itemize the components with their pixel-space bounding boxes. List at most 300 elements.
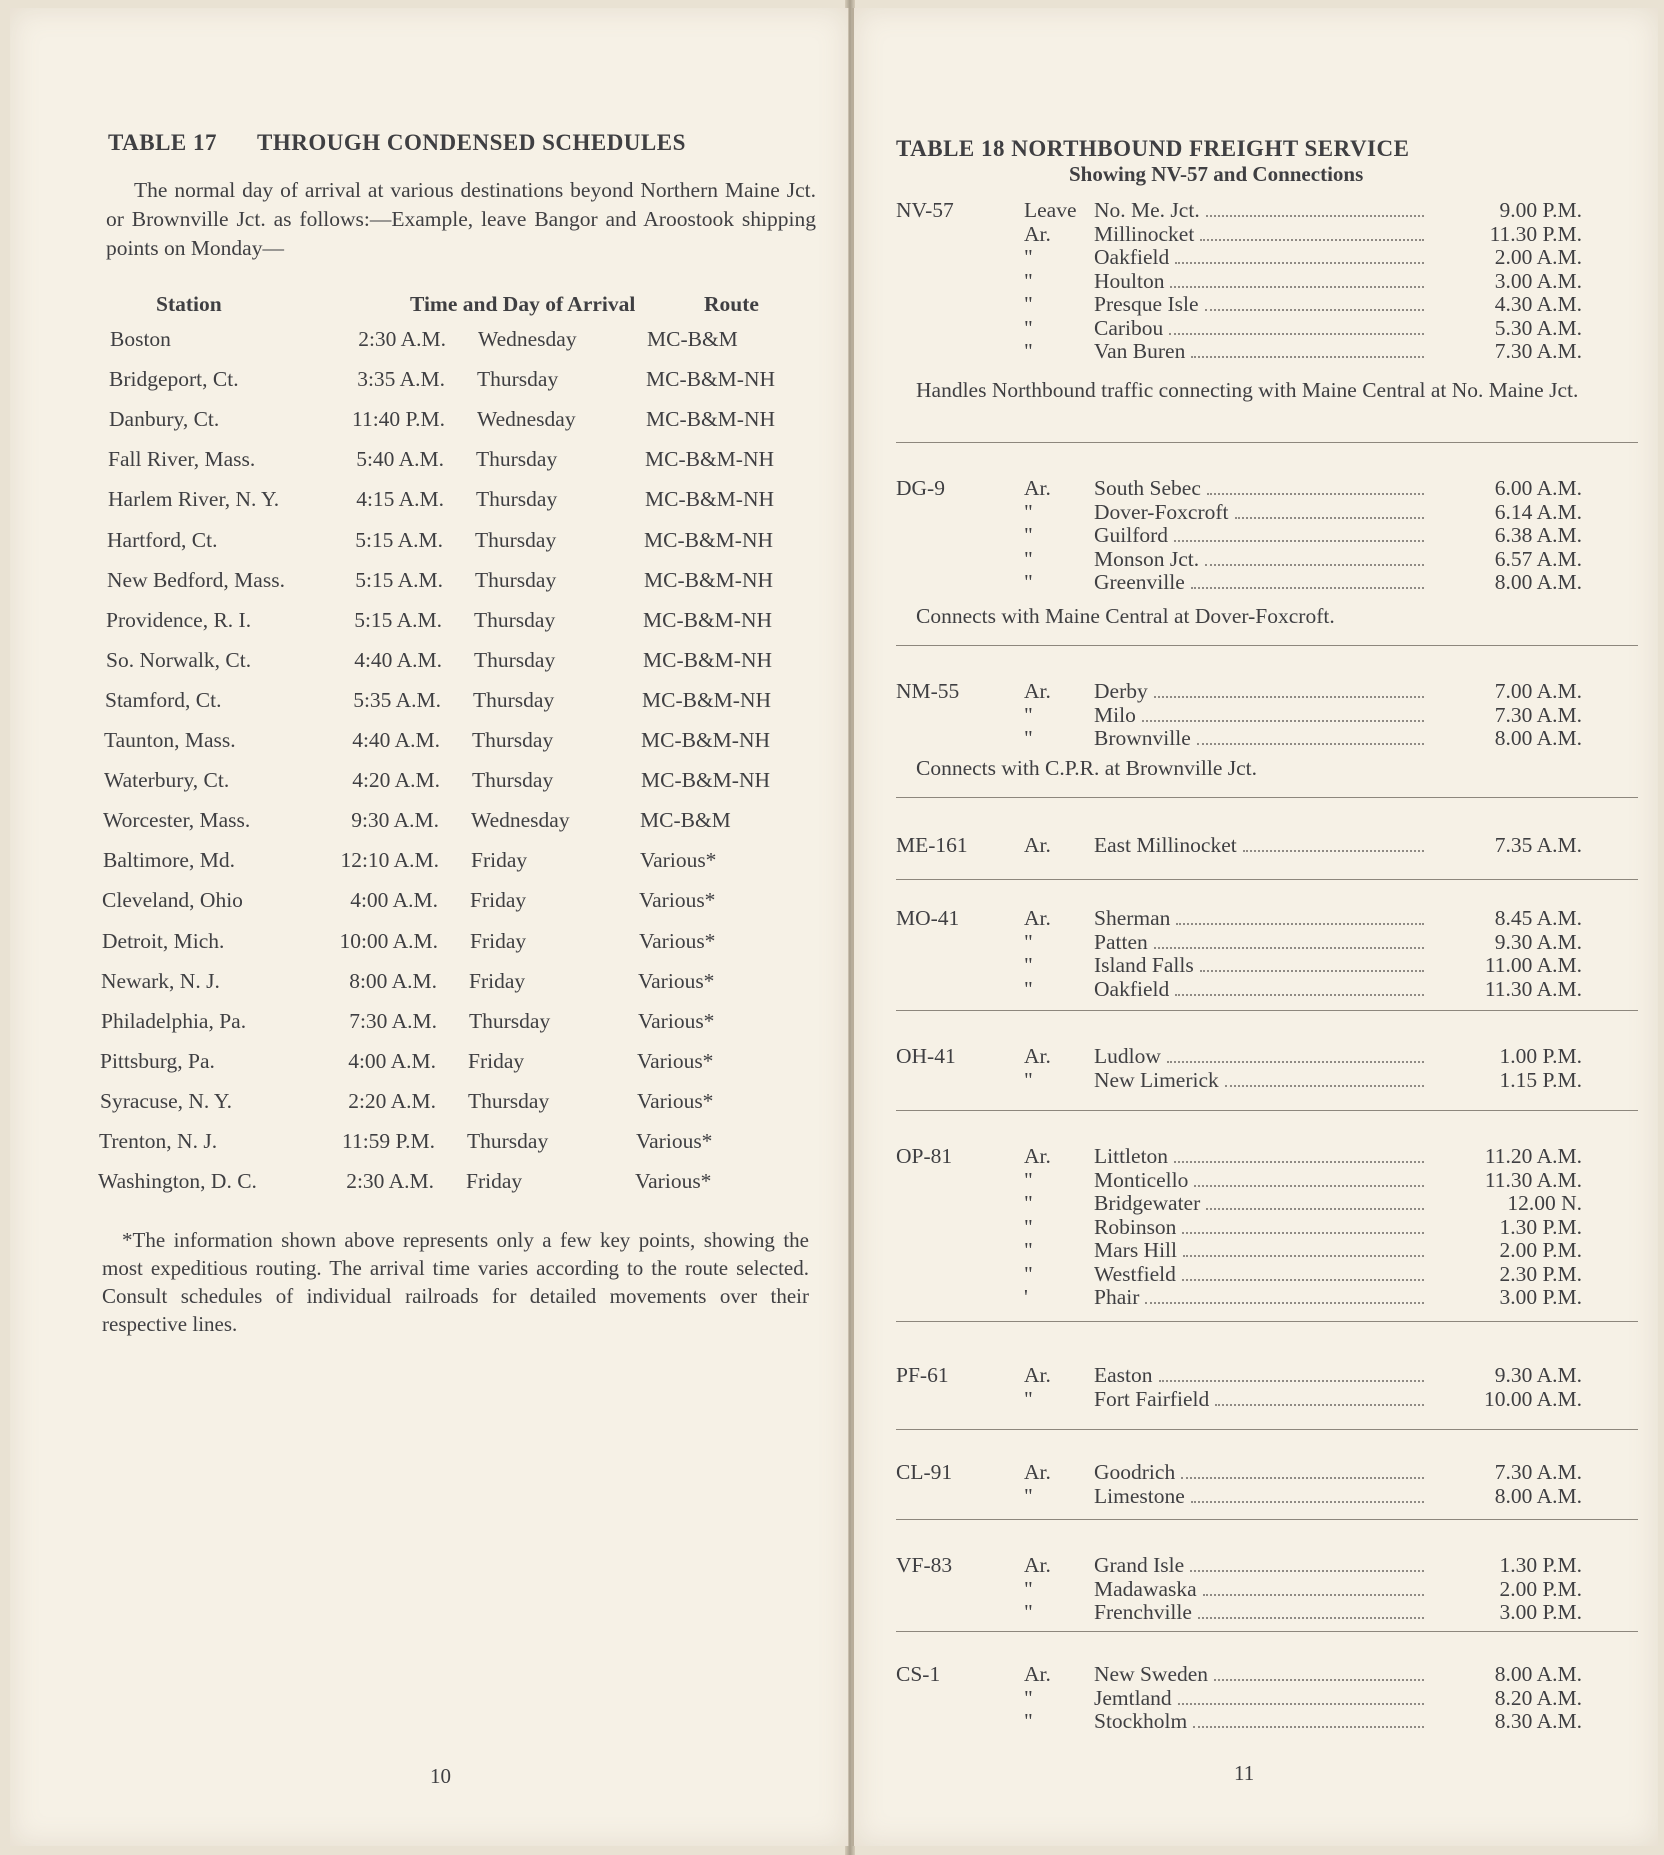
leader-dots <box>1174 523 1424 542</box>
stop-time: 6.14 A.M. <box>1494 500 1582 524</box>
arrival-time: 2:30 A.M. <box>358 327 446 351</box>
stop-station <box>1094 1577 1424 1602</box>
stop-prefix: " <box>1024 1686 1033 1710</box>
stop-station <box>1094 679 1424 704</box>
table-17-intro: The normal day of arrival at various destinations beyond Northern Maine Jct. or Brownville Jct. as follows:—Example, leave Bangor and Aroostook shipping points on Monday— <box>106 178 816 260</box>
stop-station <box>1094 1662 1424 1687</box>
stop-prefix: " <box>1024 523 1033 547</box>
leader-dots <box>1205 292 1425 311</box>
stop-row <box>854 1484 1658 1508</box>
stop-row <box>854 523 1658 547</box>
stop-time: 2.00 P.M. <box>1499 1238 1582 1262</box>
stop-station <box>1094 1215 1424 1240</box>
station-name: Fall River, Mass. <box>108 447 256 471</box>
stop-time: 8.45 A.M. <box>1494 906 1582 930</box>
arrival-time: 11:59 P.M. <box>342 1129 435 1153</box>
train-note: Handles Northbound traffic connecting with Maine Central at No. Maine Jct. <box>916 378 1579 402</box>
stop-row <box>854 339 1658 363</box>
arrival-time: 4:00 A.M. <box>350 888 438 912</box>
section-divider <box>896 645 1638 646</box>
route: MC-B&M-NH <box>645 447 775 471</box>
route: Various* <box>636 1129 713 1153</box>
arrival-time: 5:40 A.M. <box>356 447 444 471</box>
leader-dots <box>1200 953 1424 972</box>
header-station: Station <box>156 292 222 316</box>
route: MC-B&M <box>640 808 731 832</box>
stop-row <box>854 977 1658 1001</box>
stop-row <box>854 500 1658 524</box>
table-row <box>10 688 848 724</box>
stop-prefix: Ar. <box>1024 1044 1051 1068</box>
arrival-day: Friday <box>466 1169 523 1193</box>
route: MC-B&M-NH <box>641 728 771 752</box>
leader-dots <box>1191 570 1424 589</box>
leader-dots <box>1178 1686 1424 1705</box>
leader-dots <box>1167 1044 1424 1063</box>
station-name: Bridgewater <box>1094 1191 1201 1215</box>
stop-row <box>854 726 1658 750</box>
arrival-day: Thursday <box>472 768 554 792</box>
stop-station <box>1094 1553 1424 1578</box>
route: Various* <box>638 969 715 993</box>
arrival-day: Thursday <box>475 568 557 592</box>
stop-prefix: " <box>1024 1238 1033 1262</box>
stop-row <box>854 906 1658 930</box>
stop-row <box>854 930 1658 954</box>
stop-time: 7.30 A.M. <box>1494 339 1582 363</box>
stop-prefix: Ar. <box>1024 906 1051 930</box>
stop-row <box>854 1238 1658 1262</box>
stop-row <box>854 222 1658 246</box>
stop-time: 6.57 A.M. <box>1494 547 1582 571</box>
stop-prefix: " <box>1024 1262 1033 1286</box>
station-name: Washington, D. C. <box>98 1169 257 1193</box>
leader-dots <box>1191 339 1424 358</box>
stop-row <box>854 1600 1658 1624</box>
stop-row <box>854 679 1658 703</box>
stop-station <box>1094 906 1424 931</box>
stop-time: 11.20 A.M. <box>1484 1144 1582 1168</box>
station-name: Robinson <box>1094 1215 1177 1239</box>
station-name: Goodrich <box>1094 1460 1176 1484</box>
stop-station <box>1094 1044 1424 1069</box>
stop-prefix: " <box>1024 1068 1033 1092</box>
stop-prefix: " <box>1024 1600 1033 1624</box>
station-name: Guilford <box>1094 523 1169 547</box>
stop-time: 7.35 A.M. <box>1494 833 1582 857</box>
station-name: Ludlow <box>1094 1044 1161 1068</box>
stop-time: 5.30 A.M. <box>1494 316 1582 340</box>
table-row <box>10 327 848 363</box>
stop-prefix: Ar. <box>1024 1363 1051 1387</box>
arrival-day: Thursday <box>477 367 559 391</box>
stop-prefix: " <box>1024 1215 1033 1239</box>
train-code: CS-1 <box>896 1662 941 1686</box>
stop-station <box>1094 198 1424 223</box>
table-row <box>10 528 848 564</box>
leader-dots <box>1193 1709 1424 1728</box>
station-name: Pittsburg, Pa. <box>100 1049 215 1073</box>
train-code: VF-83 <box>896 1553 953 1577</box>
station-name: Littleton <box>1094 1144 1169 1168</box>
train-code: CL-91 <box>896 1460 953 1484</box>
route: MC-B&M-NH <box>642 688 772 712</box>
leader-dots <box>1181 1460 1424 1479</box>
stop-time: 6.38 A.M. <box>1494 523 1582 547</box>
stop-time: 11.00 A.M. <box>1484 953 1582 977</box>
arrival-time: 4:00 A.M. <box>348 1049 436 1073</box>
stop-time: 3.00 P.M. <box>1499 1600 1582 1624</box>
stop-row <box>854 1068 1658 1092</box>
arrival-time: 4:15 A.M. <box>356 487 444 511</box>
table-row <box>10 407 848 443</box>
left-page <box>10 8 849 1846</box>
stop-row <box>854 1168 1658 1192</box>
route: MC-B&M-NH <box>641 768 771 792</box>
station-name: Worcester, Mass. <box>103 808 251 832</box>
stop-station <box>1094 476 1424 501</box>
leader-dots <box>1159 1363 1424 1382</box>
leader-dots <box>1190 1553 1424 1572</box>
station-name: Providence, R. I. <box>106 608 252 632</box>
page-number-right: 11 <box>1234 1761 1255 1785</box>
stop-prefix: " <box>1024 269 1033 293</box>
station-name: Dover-Foxcroft <box>1094 500 1229 524</box>
station-name: Stamford, Ct. <box>105 688 222 712</box>
station-name: Grand Isle <box>1094 1553 1185 1577</box>
stop-row <box>854 198 1658 222</box>
table-row <box>10 888 848 924</box>
arrival-day: Wednesday <box>478 327 577 351</box>
route: MC-B&M-NH <box>644 528 774 552</box>
leader-dots <box>1142 703 1424 722</box>
stop-row <box>854 1191 1658 1215</box>
table-row <box>10 929 848 965</box>
stop-time: 7.00 A.M. <box>1494 679 1582 703</box>
stop-time: 8.00 A.M. <box>1494 726 1582 750</box>
route: Various* <box>640 848 717 872</box>
stop-row <box>854 1215 1658 1239</box>
stop-station <box>1094 222 1424 247</box>
station-name: Van Buren <box>1094 339 1186 363</box>
station-name: Cleveland, Ohio <box>102 888 243 912</box>
stop-prefix: " <box>1024 316 1033 340</box>
page-number-left: 10 <box>430 1764 451 1788</box>
station-name: Trenton, N. J. <box>99 1129 218 1153</box>
stop-prefix: " <box>1024 1577 1033 1601</box>
stop-row <box>854 1577 1658 1601</box>
stop-prefix: " <box>1024 930 1033 954</box>
stop-row <box>854 1686 1658 1710</box>
table-row <box>10 848 848 884</box>
leader-dots <box>1170 269 1424 288</box>
station-name: Limestone <box>1094 1484 1185 1508</box>
arrival-day: Friday <box>470 888 527 912</box>
leader-dots <box>1191 1484 1424 1503</box>
stop-row <box>854 703 1658 727</box>
stop-station <box>1094 1387 1424 1412</box>
stop-prefix: Leave <box>1024 198 1077 222</box>
station-name: Danbury, Ct. <box>109 407 220 431</box>
route: MC-B&M-NH <box>645 487 775 511</box>
arrival-time: 12:10 A.M. <box>340 848 439 872</box>
stop-station <box>1094 316 1424 341</box>
leader-dots <box>1182 1215 1424 1234</box>
table-row <box>10 648 848 684</box>
route: Various* <box>635 1169 712 1193</box>
stop-station <box>1094 977 1424 1002</box>
leader-dots <box>1154 930 1424 949</box>
arrival-time: 5:35 A.M. <box>353 688 441 712</box>
stop-prefix: " <box>1024 977 1033 1001</box>
station-name: Monticello <box>1094 1168 1189 1192</box>
section-divider <box>896 1321 1638 1322</box>
arrival-day: Friday <box>470 929 527 953</box>
station-name: No. Me. Jct. <box>1094 198 1200 222</box>
route: Various* <box>638 1009 715 1033</box>
leader-dots <box>1194 1168 1424 1187</box>
stop-time: 1.15 P.M. <box>1499 1068 1582 1092</box>
route: MC-B&M <box>647 327 738 351</box>
arrival-time: 7:30 A.M. <box>349 1009 437 1033</box>
stop-row <box>854 316 1658 340</box>
stop-time: 7.30 A.M. <box>1494 1460 1582 1484</box>
section-divider <box>896 1110 1638 1111</box>
stop-prefix: Ar. <box>1024 833 1051 857</box>
stop-time: 1.30 P.M. <box>1499 1215 1582 1239</box>
stop-row <box>854 245 1658 269</box>
arrival-time: 4:40 A.M. <box>352 728 440 752</box>
station-name: Presque Isle <box>1094 292 1199 316</box>
section-divider <box>896 797 1638 798</box>
stop-prefix: " <box>1024 570 1033 594</box>
leader-dots <box>1182 1262 1424 1281</box>
arrival-day: Thursday <box>475 528 557 552</box>
stop-row <box>854 1262 1658 1286</box>
leader-dots <box>1203 1577 1424 1596</box>
table-row <box>10 487 848 523</box>
stop-station <box>1094 1144 1424 1169</box>
table-row <box>10 969 848 1005</box>
stop-station <box>1094 1262 1424 1287</box>
stop-station <box>1094 1709 1424 1734</box>
leader-dots <box>1200 222 1424 241</box>
stop-time: 12.00 N. <box>1507 1191 1582 1215</box>
stop-time: 1.30 P.M. <box>1499 1553 1582 1577</box>
stop-station <box>1094 930 1424 955</box>
stop-prefix: Ar. <box>1024 679 1051 703</box>
station-name: East Millinocket <box>1094 833 1237 857</box>
arrival-day: Thursday <box>474 648 556 672</box>
section-divider <box>896 1631 1638 1632</box>
section-divider <box>896 1429 1638 1430</box>
stop-time: 8.00 A.M. <box>1494 1484 1582 1508</box>
leader-dots <box>1198 1600 1424 1619</box>
station-name: Hartford, Ct. <box>107 528 218 552</box>
route: MC-B&M-NH <box>646 367 776 391</box>
table-17-title <box>108 130 686 156</box>
stop-time: 7.30 A.M. <box>1494 703 1582 727</box>
stop-time: 2.30 P.M. <box>1499 1262 1582 1286</box>
stop-prefix: Ar. <box>1024 476 1051 500</box>
section-divider <box>896 1010 1638 1011</box>
stop-station <box>1094 523 1424 548</box>
stop-row <box>854 476 1658 500</box>
leader-dots <box>1197 726 1424 745</box>
leader-dots <box>1175 977 1424 996</box>
leader-dots <box>1206 198 1424 217</box>
stop-row <box>854 1363 1658 1387</box>
stop-prefix: " <box>1024 1168 1033 1192</box>
table-row <box>10 1049 848 1085</box>
station-name: New Sweden <box>1094 1662 1209 1686</box>
leader-dots <box>1205 547 1424 566</box>
stop-station <box>1094 833 1424 858</box>
station-name: Oakfield <box>1094 977 1170 1001</box>
stop-time: 8.30 A.M. <box>1494 1709 1582 1733</box>
station-name: Sherman <box>1094 906 1171 930</box>
stop-time: 11.30 P.M. <box>1489 222 1582 246</box>
arrival-time: 5:15 A.M. <box>355 568 443 592</box>
arrival-day: Thursday <box>469 1009 551 1033</box>
stop-station <box>1094 269 1424 294</box>
station-name: Houlton <box>1094 269 1165 293</box>
leader-dots <box>1175 245 1424 264</box>
stop-time: 8.20 A.M. <box>1494 1686 1582 1710</box>
train-code: OP-81 <box>896 1144 953 1168</box>
stop-station <box>1094 1460 1424 1485</box>
station-name: Syracuse, N. Y. <box>100 1089 232 1113</box>
table-18-title: TABLE 18 NORTHBOUND FREIGHT SERVICE <box>896 136 1410 161</box>
stop-station <box>1094 339 1424 364</box>
arrival-time: 2:30 A.M. <box>346 1169 434 1193</box>
table-row <box>10 1089 848 1125</box>
stop-row <box>854 269 1658 293</box>
station-name: Greenville <box>1094 570 1185 594</box>
station-name: Philadelphia, Pa. <box>101 1009 247 1033</box>
table-row <box>10 447 848 483</box>
stop-prefix: " <box>1024 547 1033 571</box>
station-name: Patten <box>1094 930 1148 954</box>
right-page <box>852 8 1658 1846</box>
station-name: So. Norwalk, Ct. <box>106 648 252 672</box>
stop-station <box>1094 547 1424 572</box>
stop-prefix: Ar. <box>1024 1662 1051 1686</box>
route: Various* <box>637 1049 714 1073</box>
station-name: Phair <box>1094 1285 1140 1309</box>
arrival-time: 9:30 A.M. <box>351 808 439 832</box>
leader-dots <box>1176 906 1424 925</box>
leader-dots <box>1225 1068 1424 1087</box>
station-name: Waterbury, Ct. <box>104 768 230 792</box>
stop-row <box>854 1044 1658 1068</box>
arrival-time: 3:35 A.M. <box>357 367 445 391</box>
station-name: New Bedford, Mass. <box>107 568 285 592</box>
station-name: Stockholm <box>1094 1709 1188 1733</box>
table-row <box>10 1009 848 1045</box>
table-row <box>10 568 848 604</box>
stop-station <box>1094 1686 1424 1711</box>
arrival-day: Thursday <box>467 1129 549 1153</box>
stop-prefix: " <box>1024 726 1033 750</box>
route: Various* <box>639 929 716 953</box>
stop-time: 10.00 A.M. <box>1484 1387 1582 1411</box>
leader-dots <box>1174 1144 1424 1163</box>
stop-prefix: " <box>1024 1387 1033 1411</box>
stop-station <box>1094 1363 1424 1388</box>
leader-dots <box>1214 1662 1424 1681</box>
stop-time: 1.00 P.M. <box>1499 1044 1582 1068</box>
stop-station <box>1094 570 1424 595</box>
stop-row <box>854 1285 1658 1309</box>
arrival-day: Friday <box>471 848 528 872</box>
table-row <box>10 728 848 764</box>
arrival-time: 5:15 A.M. <box>355 528 443 552</box>
arrival-day: Wednesday <box>477 407 576 431</box>
station-name: New Limerick <box>1094 1068 1219 1092</box>
table-row <box>10 367 848 403</box>
arrival-time: 4:40 A.M. <box>354 648 442 672</box>
station-name: Taunton, Mass. <box>104 728 236 752</box>
leader-dots <box>1243 833 1424 852</box>
stop-station <box>1094 1238 1424 1263</box>
table-17-name: THROUGH CONDENSED SCHEDULES <box>257 130 686 155</box>
table-row <box>10 1129 848 1165</box>
table-row <box>10 768 848 804</box>
stop-station <box>1094 1484 1424 1509</box>
stop-prefix: Ar. <box>1024 1460 1051 1484</box>
arrival-day: Thursday <box>476 487 558 511</box>
stop-time: 4.30 A.M. <box>1494 292 1582 316</box>
stop-time: 8.00 A.M. <box>1494 570 1582 594</box>
stop-row <box>854 833 1658 857</box>
leader-dots <box>1235 500 1424 519</box>
stop-time: 3.00 A.M. <box>1494 269 1582 293</box>
station-name: Bridgeport, Ct. <box>109 367 239 391</box>
stop-station <box>1094 703 1424 728</box>
station-name: Newark, N. J. <box>101 969 220 993</box>
arrival-day: Thursday <box>474 608 556 632</box>
train-code: ME-161 <box>896 833 968 857</box>
arrival-day: Friday <box>469 969 526 993</box>
stop-row <box>854 547 1658 571</box>
stop-row <box>854 1387 1658 1411</box>
station-name: Millinocket <box>1094 222 1195 246</box>
stop-prefix: " <box>1024 339 1033 363</box>
stop-prefix: " <box>1024 292 1033 316</box>
station-name: Baltimore, Md. <box>103 848 235 872</box>
train-note: Connects with C.P.R. at Brownville Jct. <box>916 756 1258 780</box>
stop-row <box>854 1144 1658 1168</box>
leader-dots <box>1206 1191 1424 1210</box>
table-row <box>10 808 848 844</box>
arrival-day: Thursday <box>476 447 558 471</box>
station-name: Harlem River, N. Y. <box>108 487 280 511</box>
stop-row <box>854 1662 1658 1686</box>
stop-station <box>1094 953 1424 978</box>
arrival-time: 2:20 A.M. <box>348 1089 436 1113</box>
stop-row <box>854 292 1658 316</box>
train-code: PF-61 <box>896 1363 949 1387</box>
stop-row <box>854 1553 1658 1577</box>
station-name: Brownville <box>1094 726 1191 750</box>
station-name: Mars Hill <box>1094 1238 1178 1262</box>
route: MC-B&M-NH <box>643 608 773 632</box>
stop-prefix: " <box>1024 953 1033 977</box>
train-code: NV-57 <box>896 198 954 222</box>
stop-time: 3.00 P.M. <box>1499 1285 1582 1309</box>
station-name: Monson Jct. <box>1094 547 1200 571</box>
